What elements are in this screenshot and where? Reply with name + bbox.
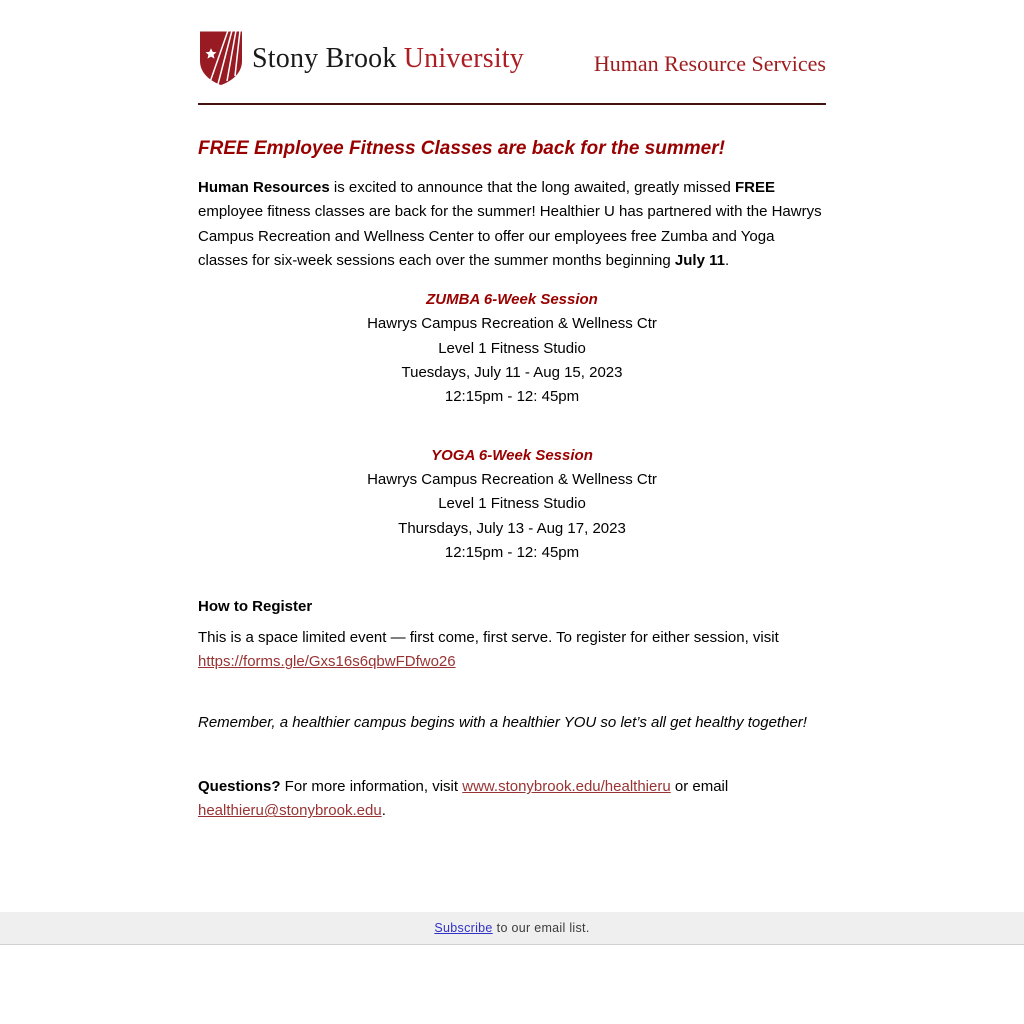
zumba-time: 12:15pm - 12: 45pm <box>444 388 580 406</box>
article-title: FREE Employee Fitness Classes are back for the summer! <box>198 138 725 159</box>
register-paragraph: This is a space limited event — first come, first serve. To register for either session, visit https://forms.gle/Gxs16s6qbwFDfwo26 <box>198 629 779 671</box>
stony-brook-logo <box>198 30 524 87</box>
intro-bold-free: FREE <box>734 179 775 196</box>
stony-brook-shield-icon <box>198 30 244 87</box>
questions-paragraph: Questions? For more information, visit www.stonybrook.edu/healthieru or email healthieru@stonybrook.edu. <box>198 778 729 820</box>
masthead <box>198 30 826 87</box>
header-divider <box>198 103 826 105</box>
healthieru-email-link[interactable]: healthieru@stonybrook.edu <box>198 802 382 820</box>
how-to-register-heading: How to Register <box>198 598 313 616</box>
subscribe-text: to our email list. <box>496 921 590 935</box>
yoga-dates: Thursdays, July 13 - Aug 17, 2023 <box>398 519 626 537</box>
reminder-paragraph: Remember, a healthier campus begins with a healthier YOU so let’s all get healthy together! <box>198 713 807 731</box>
zumba-location: Hawrys Campus Recreation & Wellness Ctr <box>367 315 657 333</box>
questions-bold: Questions? <box>198 778 281 796</box>
zumba-studio: Level 1 Fitness Studio <box>438 339 586 357</box>
yoga-location: Hawrys Campus Recreation & Wellness Ctr <box>367 470 657 488</box>
intro-bold-july-11: July 11 <box>674 251 725 269</box>
subscribe-link[interactable]: Subscribe <box>434 921 493 935</box>
intro-paragraph: Human Resources is excited to announce that the long awaited, greatly missed FREE employee fitness classes are back for the summer! Healthier U has partnered with the Hawrys Campus Recreation and Wellness Center to offer our employees free Zumba and Yoga classes for six-week sessions each over the summer months beginning July 11. <box>198 179 822 269</box>
wordmark-university: University <box>403 42 524 74</box>
zumba-session-title: ZUMBA 6-Week Session <box>426 291 598 309</box>
wordmark-stony-brook: Stony Brook <box>252 42 397 74</box>
yoga-studio: Level 1 Fitness Studio <box>438 495 586 513</box>
yoga-session-block <box>198 444 826 565</box>
yoga-session-title: YOGA 6-Week Session <box>431 446 593 464</box>
zumba-dates: Tuesdays, July 11 - Aug 15, 2023 <box>401 364 623 382</box>
zumba-session-block <box>198 288 826 409</box>
intro-bold-human-resources: Human Resources <box>198 179 330 196</box>
yoga-time: 12:15pm - 12: 45pm <box>444 543 580 561</box>
footer-subscribe-bar <box>0 912 1024 945</box>
department-title: Human Resource Services <box>593 50 826 76</box>
registration-form-link[interactable]: https://forms.gle/Gxs16s6qbwFDfwo26 <box>198 653 456 671</box>
university-wordmark <box>252 43 524 75</box>
healthieru-website-link[interactable]: www.stonybrook.edu/healthieru <box>462 778 671 796</box>
email-body <box>198 0 826 824</box>
